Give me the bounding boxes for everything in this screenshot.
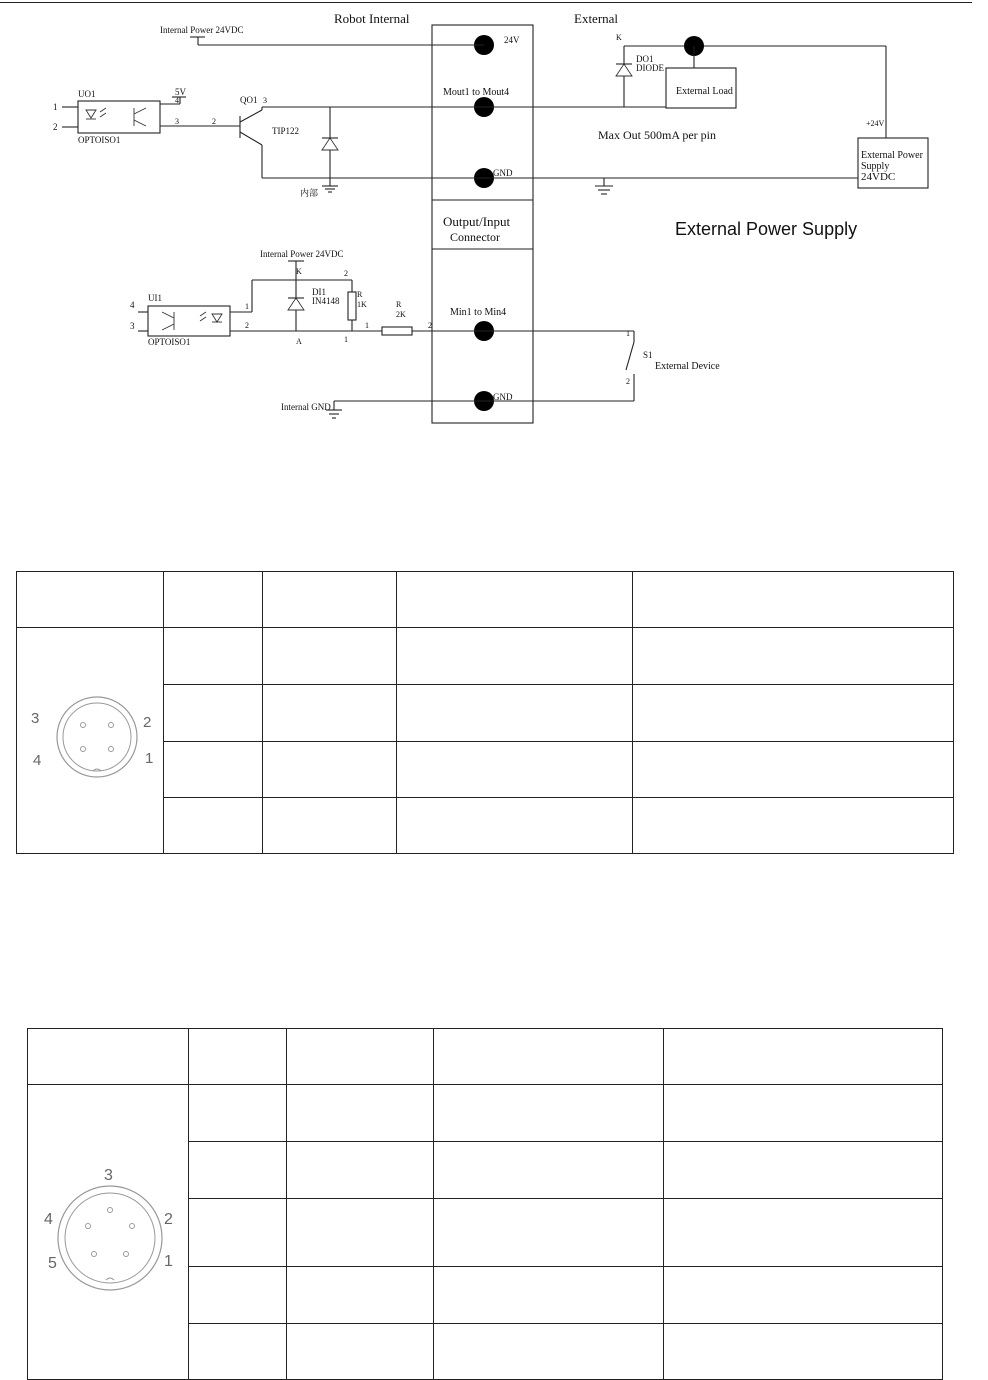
table-cell (163, 798, 262, 854)
uo1-pin3: 3 (175, 117, 179, 126)
table-cell (286, 1324, 433, 1380)
table-cell (163, 742, 262, 798)
table-cell (396, 628, 633, 685)
ext-ps-line3: 24VDC (861, 171, 896, 183)
gnd-top-label: GND (493, 168, 513, 178)
pin-24v-label: 24V (504, 35, 520, 45)
table-header-cell (396, 572, 633, 628)
table-cell (262, 742, 396, 798)
mout-label: Mout1 to Mout4 (443, 87, 510, 98)
table-row (17, 628, 954, 685)
ext-ps-line1: External Power (861, 150, 923, 161)
plus24v-label: +24V (866, 119, 885, 128)
r2k-pin2: 2 (428, 321, 432, 330)
do1-k-label: K (616, 33, 622, 42)
table-header-cell (163, 572, 262, 628)
di1-k-label: K (296, 267, 302, 276)
table-cell (396, 742, 633, 798)
table-cell (664, 1199, 943, 1267)
ext-ps-line2: Supply (861, 161, 890, 172)
table-cell (396, 798, 633, 854)
table-header-row (28, 1029, 943, 1085)
table-cell (188, 1085, 286, 1142)
table-cell (286, 1267, 433, 1324)
optoiso1-bottom-label: OPTOISO1 (148, 337, 191, 347)
diode-label: DIODE (636, 63, 664, 73)
conn5-label-4: 4 (44, 1211, 54, 1228)
table-cell (633, 628, 954, 685)
r2k-value: 2K (396, 310, 406, 319)
wiring-schematic (0, 0, 988, 440)
ui1-pin1: 1 (245, 302, 249, 311)
table-cell (188, 1199, 286, 1267)
table-cell (633, 685, 954, 742)
table-header-cell (664, 1029, 943, 1085)
table-cell (163, 685, 262, 742)
table-cell (163, 628, 262, 685)
s1-label: S1 (643, 350, 653, 360)
table-cell (633, 742, 954, 798)
table-cell (188, 1267, 286, 1324)
optoiso1-top-label: OPTOISO1 (78, 135, 121, 145)
table-header-cell (633, 572, 954, 628)
internal-power-top-label: Internal Power 24VDC (160, 25, 244, 35)
min-label: Min1 to Min4 (450, 307, 507, 318)
ui1-pin3: 3 (130, 321, 135, 331)
connector-5pin-cell (28, 1085, 189, 1380)
table-cell (664, 1142, 943, 1199)
ui1-pin4: 4 (130, 300, 135, 310)
table-cell (286, 1085, 433, 1142)
tip122-label: TIP122 (272, 126, 299, 136)
conn4-label-2: 2 (143, 713, 152, 731)
gnd-bottom-label: GND (493, 392, 513, 402)
s1-pin2: 2 (626, 377, 630, 386)
table-cell (433, 1142, 664, 1199)
r1k-pin1: 1 (344, 335, 348, 344)
uo1-pin4: 4 (175, 96, 179, 105)
table-cell (433, 1199, 664, 1267)
table-header-cell (433, 1029, 664, 1085)
external-device-label: External Device (655, 361, 720, 372)
connector-4pin-cell (17, 628, 164, 854)
r1k-value: 1K (357, 300, 367, 309)
uo1-pin2: 2 (53, 122, 58, 132)
resistor-2k (382, 327, 412, 335)
r2k-pin1: 1 (365, 321, 369, 330)
connector-label-line2: Connector (450, 230, 500, 244)
table-cell (433, 1324, 664, 1380)
r1k-pin2: 2 (344, 269, 348, 278)
conn4-label-4: 4 (33, 751, 42, 769)
table-header-cell (262, 572, 396, 628)
table-cell (262, 628, 396, 685)
internal-cn-label: 内部 (300, 188, 319, 198)
r2k-label: R (396, 300, 402, 309)
robot-internal-label: Robot Internal (334, 11, 410, 26)
resistor-1k (348, 292, 356, 320)
table-cell (286, 1199, 433, 1267)
table-cell (664, 1324, 943, 1380)
conn5-label-2: 2 (164, 1211, 174, 1228)
table-cell (262, 685, 396, 742)
qo1-pin3: 3 (263, 96, 267, 105)
table-cell (286, 1142, 433, 1199)
table-header-cell (188, 1029, 286, 1085)
external-load-label: External Load (676, 86, 733, 97)
qo1-label: QO1 (240, 95, 258, 105)
table-cell (664, 1085, 943, 1142)
table-cell (664, 1267, 943, 1324)
table-header-row (17, 572, 954, 628)
table-cell (188, 1324, 286, 1380)
table-cell (396, 685, 633, 742)
5v-label: 5V (175, 87, 186, 97)
qo1-pin2: 2 (212, 117, 216, 126)
table-cell (188, 1142, 286, 1199)
conn4-label-3: 3 (31, 709, 40, 727)
pinout-table-4pin (16, 571, 954, 854)
table-cell (633, 798, 954, 854)
table-header-cell (286, 1029, 433, 1085)
internal-power-bottom-label: Internal Power 24VDC (260, 249, 344, 259)
connector-label-line1: Output/Input (443, 214, 511, 229)
connector-5pin-icon (28, 1162, 187, 1302)
internal-gnd-label: Internal GND (281, 402, 331, 412)
pinout-table-5pin (27, 1028, 943, 1380)
table-cell (262, 798, 396, 854)
table-cell (433, 1085, 664, 1142)
table-header-cell (17, 572, 164, 628)
do1-label: DO1 (636, 54, 654, 64)
di1-a-label: A (296, 337, 302, 346)
table-row (28, 1085, 943, 1142)
ui1-label: UI1 (148, 293, 162, 303)
di1-label: DI1 (312, 287, 326, 297)
conn5-label-1: 1 (164, 1253, 174, 1270)
conn4-label-1: 1 (145, 749, 154, 767)
conn5-label-5: 5 (48, 1255, 58, 1272)
uo1-label: UO1 (78, 89, 96, 99)
external-power-supply-title: External Power Supply (675, 219, 858, 239)
ui1-pin2: 2 (245, 321, 249, 330)
conn5-label-3: 3 (104, 1167, 114, 1184)
external-label: External (574, 11, 619, 26)
connector-4pin-icon (17, 681, 162, 801)
uo1-pin1: 1 (53, 102, 58, 112)
in4148-label: IN4148 (312, 296, 340, 306)
table-cell (433, 1267, 664, 1324)
table-header-cell (28, 1029, 189, 1085)
r1k-label: R (357, 290, 363, 299)
max-out-label: Max Out 500mA per pin (598, 128, 716, 142)
s1-pin1: 1 (626, 329, 630, 338)
